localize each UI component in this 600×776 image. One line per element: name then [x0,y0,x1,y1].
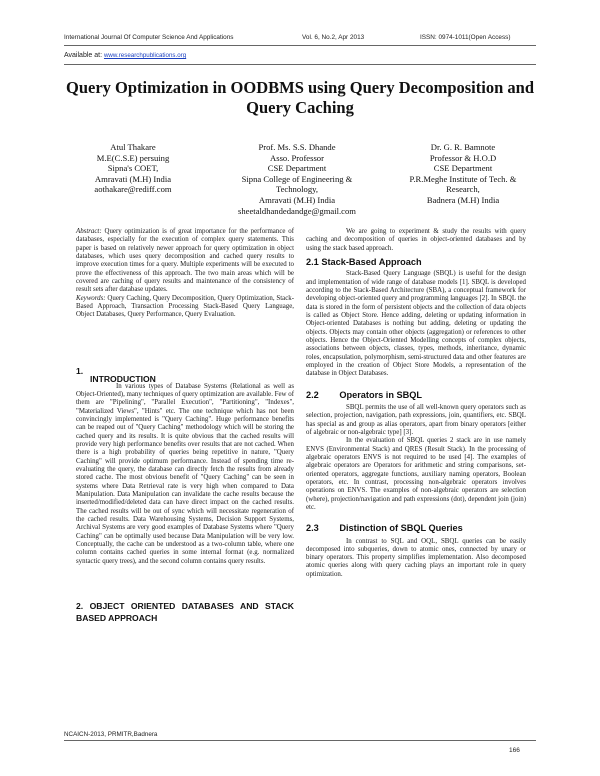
author-line: Prof. Ms. S.S. Dhande [258,142,336,152]
author-email: aothakare@rediff.com [94,184,172,195]
author-block-1 [64,142,202,195]
keywords [76,295,294,320]
author-line: Dr. G. R. Bamnote [430,142,496,152]
abstract-text: Query optimization is of great importance for the performance of databases, especially for the execution of complex query statements. This paper is based on relatively newer approach for query optimization in object databases, which uses query decomposition and cached query results to improve execution times for a query. Multiple experiments will be executed to prove the effectiveness of this approach. The two main areas which will be covered are caching of query results and maintenance of the consistency of result sets after database updates. [76,228,294,294]
keywords-text: Query Caching, Query Decomposition, Query Optimization, Stack-Based Approach, Transaction Processing Stack-Based Query Language, Object Databases, Query Performance, Query Evaluation. [76,294,294,319]
section-2-3-title: Distinction of SBQL Queries [339,523,463,534]
section-2-number: 2. [76,601,84,611]
page-number: 166 [509,747,520,754]
section-2-3-body: In contrast to SQL and OQL, SBQL queries can be easily decomposed into subqueries, down to atomic ones, connected by unary or binary operators. This property simplifies implementation. Also decomposed atomic queries along with query caching plays an important role in query optimization. [306,537,526,578]
section-2-2-para-2: In the evaluation of SBQL queries 2 stack are in use namely ENVS (Environmental Stack) and QRES (Result Stack). In the processing of algebraic operators ENVS is not required to be used [4]. The examples of algebraic operators are Operators for arithmetic and string comparisons, set-oriented operators, aggregate functions, auxiliary naming operators, Boolean operators, etc. In contrast, processing non-algebraic operators involves operations on ENVS. The examples of non-algebraic operators are selection (where), projection/navigation and path expressions (dot), dependent join (join) etc. [306,437,526,511]
author-line: Sipna College of Engineering & [241,173,353,184]
author-line: Technology, [275,184,319,195]
section-1-title: INTRODUCTION [90,374,156,385]
availability-rule [64,64,536,65]
author-line: Badnera (M.H) India [426,194,500,205]
author-line: Amravati (M.H) India [94,173,172,184]
author-line: Research, [446,184,480,195]
section-2-2-para-1: SBQL permits the use of all well-known query operators such as selection, projection, navigation, path expressions, join, quantifiers, etc. SBQL has special as and group as alias operators, apart from binary operators [either of algebraic or non-algebraic type] [3]. [306,403,526,436]
footer-conference: NCAICN-2013, PRMITR,Badnera [64,731,158,738]
availability-label: Available at: [64,52,103,59]
author-line: P.R.Meghe Institute of Tech. & [409,173,517,184]
author-line: CSE Department [267,163,327,174]
section-2-1-body: Stack-Based Query Language (SBQL) is useful for the design and implementation of wide range of database models [1]. SBQL is developed according to the Stack-Based Architecture (SBA), a conceptual framework for developing object-oriented query and programming languages [2]. In SBQL the data is stored in the form of persistent objects and the collection of data objects is called as Object Store. Hence adding, deleting or updating information in Object-oriented Databases is nothing but adding, deleting or updating the objects. Objects may contain other objects (aggregation) or references to other objects. Hence the Object-Oriented Modelling concepts of complex objects, associations between objects, classes, types, methods, inheritance, dynamic roles, encapsulation, polymorphism, semi-structured data and other features are employed in the creation of Object Store Models, a representation of the database in Object Databases. [306,270,526,378]
section-2-1-heading [306,258,526,266]
volume-info: Vol. 6, No.2, Apr 2013 [302,34,365,41]
abstract-label: Abstract: [76,228,102,235]
section-1 [76,367,294,566]
author-line: M.E(C.S.E) persuing [96,152,170,163]
right-column [306,228,526,579]
section-2-2-title: Operators in SBQL [339,389,423,400]
availability-line [64,52,186,59]
author-line: Atul Thakare [110,142,156,152]
author-line: Asso. Professor [270,152,324,163]
issn: ISSN: 0974-1011(Open Access) [420,34,511,41]
paper-title: Query Optimization in OODBMS using Query Decomposition and Query Caching [66,78,534,117]
section-2-2-number: 2.2 [306,389,319,400]
section-2-title: OBJECT ORIENTED DATABASES AND STACK BASED APPROACH [76,601,294,623]
keywords-label: Keywords: [76,294,106,302]
author-line: Sipna's COET, [107,163,159,174]
section-1-body: In various types of Database Systems (Relational as well as Object-Oriented), many techniques of query optimization are available. Few of them are "Pipelining", "Parallel Execution", "Partitioning", "Indexes", "Materialized Views", "Hints" etc. The one technique which has not been convincingly implemented is "Query Caching". Huge performance benefits can be reaped out of "Query Caching" methodology which will be storing the cached query and its results. It is quite obvious that the cached results will provide very high performance benefits over results that are not cached. When there is a high probability of queries being repetitive in nature, "Query Caching" will provide optimum performance. Instead of spending time re-evaluating the query, the database can directly fetch the results from already stored cache. The most obvious benefit of "Query Caching" can be seen in systems where Data Retrieval rate is very high when compared to Data Manipulation. Data Manipulation can invalidate the cache results because the inserted/modified/deleted data can have direct impact on the cached results. The cached results will be out of sync which will necessitate regeneration of the cached results. Data Warehousing Systems, Decision Support Systems, Archival Systems are very good examples of Database Systems where "Query Caching" can be optimally used because Data Manipulation will be very low. Conceptually, the cache can be understood as a two-column table, where one column contains cached queries in some internal format (e.g. normalized syntactic query trees), and the second column contains query results. [76,382,294,565]
section-1-heading [76,367,294,384]
journal-name: International Journal Of Computer Science And Applications [64,34,234,41]
author-line: Professor & H.O.D [429,152,497,163]
author-line: Amravati (M.H) India [258,194,336,205]
section-2-heading-block [76,600,294,624]
author-line: CSE Department [433,163,493,174]
section-2-1-title: Stack-Based Approach [321,256,422,267]
abstract [76,228,294,295]
section-2-3-heading [306,524,526,532]
author-email: sheetaldhandedandge@gmail.com [238,205,356,216]
header-rule [64,45,536,46]
section-1-number: 1. [76,366,84,376]
footer-rule [64,740,536,741]
author-block-2 [222,142,372,216]
section-2-2-heading [306,391,526,399]
author-block-3 [388,142,538,206]
section-2-3-number: 2.3 [306,523,319,534]
publication-link[interactable]: www.researchpublications.org [103,52,187,59]
section-2-heading [76,600,294,624]
abstract-block [76,228,294,320]
section-2-intro: We are going to experiment & study the results with query caching and decomposition of queries in object-oriented databases and by using the stack based approach. [306,228,526,252]
section-2-1-number: 2.1 [306,256,319,267]
